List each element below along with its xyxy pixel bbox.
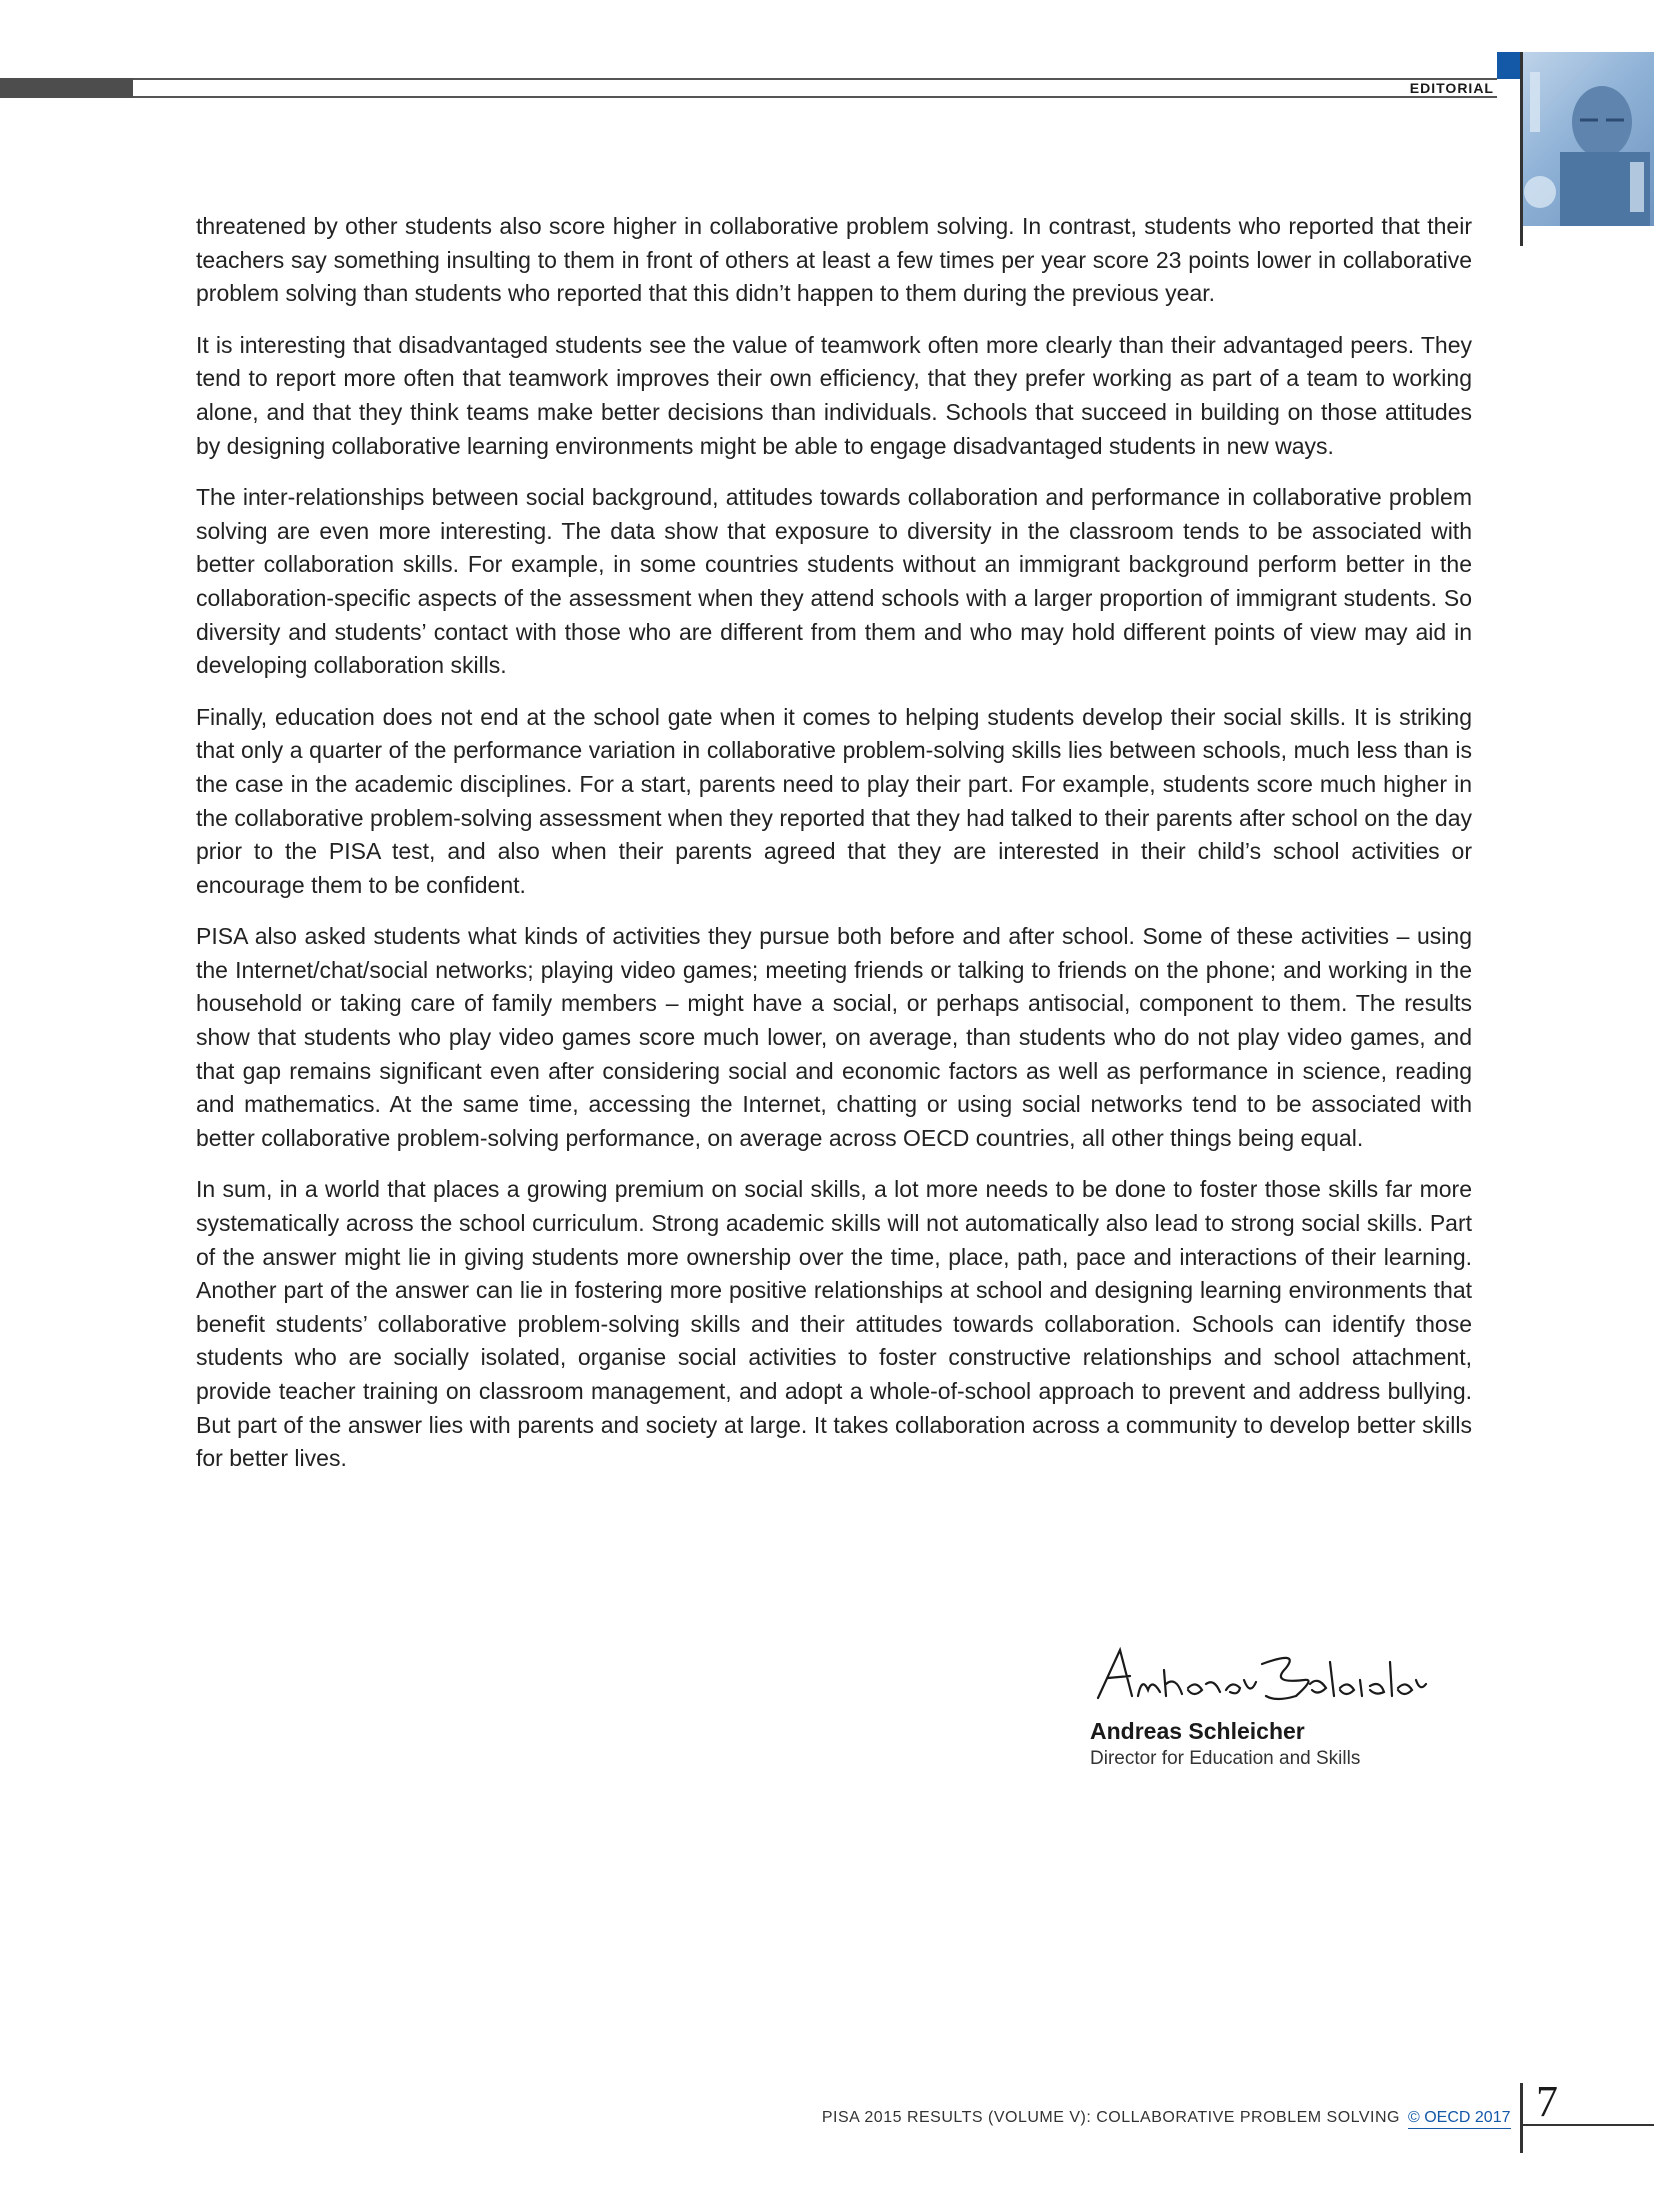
header-photo-scientist [1520, 52, 1654, 226]
page-number: 7 [1536, 2077, 1558, 2126]
footer-vertical-rule [1520, 2083, 1523, 2153]
header-rule-bottom [133, 96, 1497, 98]
footer-publication-title: PISA 2015 RESULTS (VOLUME V): COLLABORATIVE PROBLEM SOLVING [821, 2109, 1400, 2126]
paragraph: In sum, in a world that places a growing premium on social skills, a lot more needs to be done to foster those skills far more systematically across the school curriculum. Strong academic skills will not automatically also lead to strong social skills. Part of the answer might lie in giving students more ownership over the time, place, path, pace and interactions of their learning. Another part of the answer can lie in fostering more positive relationships at school and designing learning environments that benefit students’ collaborative problem-solving skills and their attitudes towards collaboration. Schools can identify those students who are socially isolated, organise social activities to foster constructive relationships and school attachment, provide teacher training on classroom management, and adopt a whole-of-school approach to prevent and address bullying. But part of the answer lies with parents and society at large. It takes collaboration across a community to develop better skills for better lives. [196, 1176, 1472, 1472]
editorial-body [196, 210, 1472, 1494]
paragraph: Finally, education does not end at the school gate when it comes to helping students develop their social skills. It is striking that only a quarter of the performance variation in collaborative problem-solving skills lies between schools, much less than is the case in the academic disciplines. For a start, parents need to play their part. For example, students score much higher in the collaborative problem-solving assessment when they reported that they had talked to their parents after school on the day prior to the PISA test, and also when their parents agreed that they are interested in their child’s school activities or encourage them to be confident. [196, 703, 1472, 898]
signatory-title: Director for Education and Skills [1090, 1748, 1361, 1769]
signature-block [1090, 1640, 1450, 1772]
handwritten-signature [1090, 1640, 1430, 1710]
header-rule-top [133, 78, 1497, 80]
header-blue-tab [1497, 52, 1520, 79]
signatory-name: Andreas Schleicher [1090, 1718, 1305, 1744]
footer-copyright: © OECD 2017 [1408, 2108, 1511, 2129]
paragraph: It is interesting that disadvantaged students see the value of teamwork often more clearly than their advantaged peers. They tend to report more often that teamwork improves their own efficiency, that they prefer working as part of a team to working alone, and that they think teams make better decisions than individuals. Schools that succeed in building on those attitudes by designing collaborative learning environments might be able to engage disadvantaged students in new ways. [196, 331, 1472, 459]
section-label: EDITORIAL [1409, 80, 1494, 96]
header-vertical-rule [1520, 52, 1523, 246]
header-dark-bar [0, 78, 133, 98]
scientist-image-icon [1520, 52, 1654, 226]
paragraph: The inter-relationships between social background, attitudes towards collaboration and performance in collaborative problem solving are even more interesting. The data show that exposure to diversity in the classroom tends to be associated with better collaboration skills. For example, in some countries students without an immigrant background perform better in the collaboration-specific aspects of the assessment when they attend schools with a larger proportion of immigrant students. So diversity and students’ contact with those who are different from them and who may hold different points of view may aid in developing collaboration skills. [196, 484, 1472, 679]
paragraph: PISA also asked students what kinds of activities they pursue both before and after school. Some of these activities – using the Internet/chat/social networks; playing video games; meeting friends or talking to friends on the phone; and working in the household or taking care of family members – might have a social, or perhaps antisocial, component to them. The results show that students who play video games score much lower, on average, than students who do not play video games, and that gap remains significant even after considering social and economic factors as well as performance in science, reading and mathematics. At the same time, accessing the Internet, chatting or using social networks tend to be associated with better collaborative problem-solving performance, on average across OECD countries, all other things being equal. [196, 923, 1472, 1151]
paragraph: threatened by other students also score higher in collaborative problem solving. In contrast, students who reported that their teachers say something insulting to them in front of others at least a few times per year score 23 points lower in collaborative problem solving than students who reported that this didn’t happen to them during the previous year. [196, 213, 1472, 307]
